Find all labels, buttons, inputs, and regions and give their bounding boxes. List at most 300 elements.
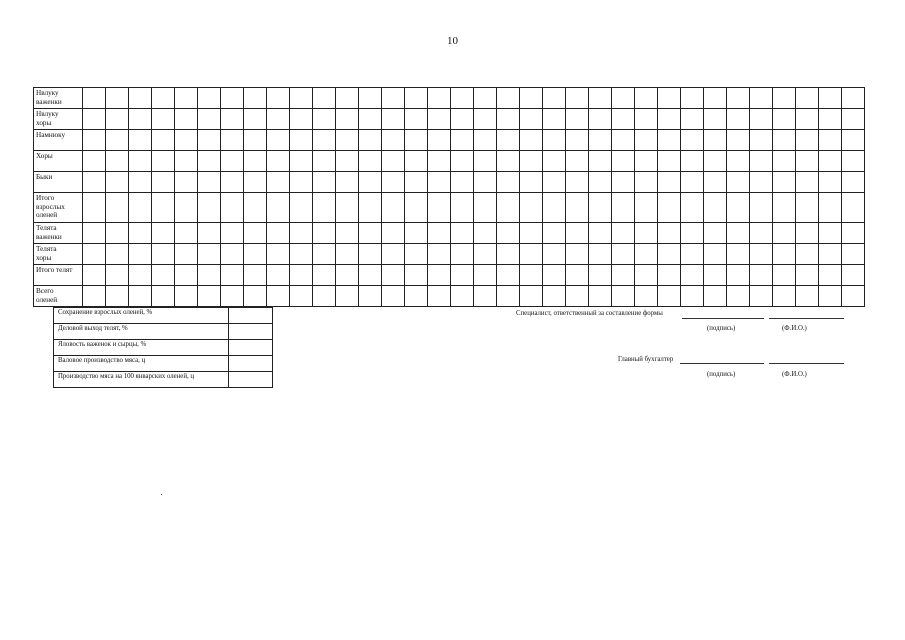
grid-cell[interactable] (842, 223, 865, 244)
grid-cell[interactable] (773, 244, 796, 265)
grid-cell[interactable] (842, 244, 865, 265)
grid-cell[interactable] (566, 286, 589, 307)
grid-cell[interactable] (129, 172, 152, 193)
grid-cell[interactable] (152, 193, 175, 223)
grid-cell[interactable] (474, 193, 497, 223)
grid-cell[interactable] (83, 130, 106, 151)
grid-cell[interactable] (612, 223, 635, 244)
grid-cell[interactable] (589, 286, 612, 307)
grid-cell[interactable] (336, 244, 359, 265)
grid-cell[interactable] (727, 151, 750, 172)
grid-cell[interactable] (750, 286, 773, 307)
grid-cell[interactable] (290, 109, 313, 130)
grid-cell[interactable] (520, 88, 543, 109)
grid-cell[interactable] (589, 130, 612, 151)
grid-cell[interactable] (796, 244, 819, 265)
grid-cell[interactable] (451, 265, 474, 286)
grid-cell[interactable] (543, 286, 566, 307)
grid-cell[interactable] (819, 130, 842, 151)
grid-cell[interactable] (290, 223, 313, 244)
grid-cell[interactable] (589, 265, 612, 286)
grid-cell[interactable] (451, 172, 474, 193)
grid-cell[interactable] (819, 265, 842, 286)
grid-cell[interactable] (198, 223, 221, 244)
grid-cell[interactable] (543, 151, 566, 172)
grid-cell[interactable] (336, 223, 359, 244)
grid-cell[interactable] (382, 223, 405, 244)
grid-cell[interactable] (451, 244, 474, 265)
grid-cell[interactable] (842, 109, 865, 130)
grid-cell[interactable] (474, 223, 497, 244)
grid-cell[interactable] (566, 109, 589, 130)
grid-cell[interactable] (290, 88, 313, 109)
grid-cell[interactable] (727, 286, 750, 307)
grid-cell[interactable] (796, 130, 819, 151)
grid-cell[interactable] (750, 130, 773, 151)
grid-cell[interactable] (405, 286, 428, 307)
grid-cell[interactable] (497, 88, 520, 109)
grid-cell[interactable] (566, 193, 589, 223)
grid-cell[interactable] (152, 286, 175, 307)
specialist-fio-line[interactable] (769, 318, 844, 319)
grid-cell[interactable] (658, 109, 681, 130)
grid-cell[interactable] (221, 286, 244, 307)
grid-cell[interactable] (520, 130, 543, 151)
grid-cell[interactable] (152, 172, 175, 193)
grid-cell[interactable] (773, 193, 796, 223)
grid-cell[interactable] (451, 109, 474, 130)
grid-cell[interactable] (267, 265, 290, 286)
grid-cell[interactable] (359, 286, 382, 307)
grid-cell[interactable] (198, 193, 221, 223)
grid-cell[interactable] (612, 130, 635, 151)
grid-cell[interactable] (244, 109, 267, 130)
grid-cell[interactable] (681, 151, 704, 172)
grid-cell[interactable] (244, 265, 267, 286)
grid-cell[interactable] (658, 151, 681, 172)
grid-cell[interactable] (635, 130, 658, 151)
grid-cell[interactable] (451, 223, 474, 244)
grid-cell[interactable] (612, 193, 635, 223)
grid-cell[interactable] (175, 223, 198, 244)
grid-cell[interactable] (336, 151, 359, 172)
grid-cell[interactable] (175, 172, 198, 193)
grid-cell[interactable] (566, 223, 589, 244)
grid-cell[interactable] (198, 172, 221, 193)
grid-cell[interactable] (474, 109, 497, 130)
grid-cell[interactable] (336, 286, 359, 307)
grid-cell[interactable] (681, 286, 704, 307)
summary-row-value[interactable] (229, 324, 273, 340)
grid-cell[interactable] (681, 193, 704, 223)
grid-cell[interactable] (428, 223, 451, 244)
grid-cell[interactable] (106, 193, 129, 223)
grid-cell[interactable] (175, 244, 198, 265)
grid-cell[interactable] (635, 244, 658, 265)
grid-cell[interactable] (129, 151, 152, 172)
grid-cell[interactable] (635, 193, 658, 223)
grid-cell[interactable] (244, 172, 267, 193)
grid-cell[interactable] (727, 130, 750, 151)
grid-cell[interactable] (382, 88, 405, 109)
grid-cell[interactable] (175, 109, 198, 130)
grid-cell[interactable] (267, 88, 290, 109)
grid-cell[interactable] (382, 265, 405, 286)
grid-cell[interactable] (267, 109, 290, 130)
grid-cell[interactable] (83, 172, 106, 193)
grid-cell[interactable] (773, 223, 796, 244)
grid-cell[interactable] (658, 265, 681, 286)
grid-cell[interactable] (750, 193, 773, 223)
grid-cell[interactable] (497, 244, 520, 265)
grid-cell[interactable] (359, 130, 382, 151)
grid-cell[interactable] (681, 172, 704, 193)
grid-cell[interactable] (129, 193, 152, 223)
grid-cell[interactable] (129, 223, 152, 244)
grid-cell[interactable] (773, 286, 796, 307)
grid-cell[interactable] (83, 244, 106, 265)
grid-cell[interactable] (382, 244, 405, 265)
grid-cell[interactable] (451, 193, 474, 223)
grid-cell[interactable] (704, 286, 727, 307)
grid-cell[interactable] (773, 151, 796, 172)
grid-cell[interactable] (704, 88, 727, 109)
grid-cell[interactable] (336, 88, 359, 109)
grid-cell[interactable] (313, 130, 336, 151)
grid-cell[interactable] (681, 109, 704, 130)
grid-cell[interactable] (750, 172, 773, 193)
grid-cell[interactable] (267, 172, 290, 193)
grid-cell[interactable] (83, 265, 106, 286)
grid-cell[interactable] (796, 172, 819, 193)
grid-cell[interactable] (520, 265, 543, 286)
grid-cell[interactable] (198, 109, 221, 130)
grid-cell[interactable] (405, 172, 428, 193)
grid-cell[interactable] (129, 130, 152, 151)
grid-cell[interactable] (313, 88, 336, 109)
grid-cell[interactable] (566, 172, 589, 193)
grid-cell[interactable] (520, 172, 543, 193)
grid-cell[interactable] (635, 223, 658, 244)
grid-cell[interactable] (83, 151, 106, 172)
grid-cell[interactable] (198, 244, 221, 265)
grid-cell[interactable] (221, 130, 244, 151)
grid-cell[interactable] (198, 286, 221, 307)
grid-cell[interactable] (704, 109, 727, 130)
grid-cell[interactable] (681, 244, 704, 265)
grid-cell[interactable] (635, 265, 658, 286)
grid-cell[interactable] (842, 286, 865, 307)
grid-cell[interactable] (382, 286, 405, 307)
grid-cell[interactable] (612, 172, 635, 193)
grid-cell[interactable] (405, 193, 428, 223)
grid-cell[interactable] (704, 244, 727, 265)
grid-cell[interactable] (819, 109, 842, 130)
grid-cell[interactable] (497, 130, 520, 151)
grid-cell[interactable] (359, 244, 382, 265)
grid-cell[interactable] (336, 193, 359, 223)
grid-cell[interactable] (175, 88, 198, 109)
grid-cell[interactable] (681, 88, 704, 109)
grid-cell[interactable] (520, 223, 543, 244)
grid-cell[interactable] (244, 193, 267, 223)
grid-cell[interactable] (221, 265, 244, 286)
grid-cell[interactable] (290, 172, 313, 193)
grid-cell[interactable] (175, 265, 198, 286)
grid-cell[interactable] (152, 151, 175, 172)
grid-cell[interactable] (129, 88, 152, 109)
grid-cell[interactable] (612, 265, 635, 286)
grid-cell[interactable] (267, 244, 290, 265)
grid-cell[interactable] (635, 88, 658, 109)
grid-cell[interactable] (129, 109, 152, 130)
grid-cell[interactable] (451, 151, 474, 172)
grid-cell[interactable] (244, 130, 267, 151)
grid-cell[interactable] (428, 286, 451, 307)
grid-cell[interactable] (313, 223, 336, 244)
grid-cell[interactable] (359, 193, 382, 223)
grid-cell[interactable] (83, 286, 106, 307)
accountant-signature-line[interactable] (680, 363, 764, 364)
grid-cell[interactable] (221, 151, 244, 172)
grid-cell[interactable] (520, 244, 543, 265)
grid-cell[interactable] (129, 244, 152, 265)
grid-cell[interactable] (704, 172, 727, 193)
grid-cell[interactable] (727, 244, 750, 265)
grid-cell[interactable] (681, 130, 704, 151)
grid-cell[interactable] (612, 151, 635, 172)
grid-cell[interactable] (796, 88, 819, 109)
grid-cell[interactable] (773, 130, 796, 151)
grid-cell[interactable] (359, 88, 382, 109)
grid-cell[interactable] (520, 109, 543, 130)
grid-cell[interactable] (290, 244, 313, 265)
summary-row-value[interactable] (229, 308, 273, 324)
grid-cell[interactable] (83, 193, 106, 223)
grid-cell[interactable] (428, 151, 451, 172)
summary-row-value[interactable] (229, 356, 273, 372)
grid-cell[interactable] (313, 172, 336, 193)
grid-cell[interactable] (474, 88, 497, 109)
grid-cell[interactable] (681, 223, 704, 244)
grid-cell[interactable] (589, 151, 612, 172)
grid-cell[interactable] (727, 223, 750, 244)
grid-cell[interactable] (474, 265, 497, 286)
grid-cell[interactable] (405, 109, 428, 130)
grid-cell[interactable] (589, 244, 612, 265)
grid-cell[interactable] (359, 109, 382, 130)
grid-cell[interactable] (428, 193, 451, 223)
grid-cell[interactable] (773, 265, 796, 286)
grid-cell[interactable] (175, 193, 198, 223)
grid-cell[interactable] (83, 109, 106, 130)
grid-cell[interactable] (106, 109, 129, 130)
grid-cell[interactable] (313, 151, 336, 172)
grid-cell[interactable] (428, 244, 451, 265)
grid-cell[interactable] (727, 193, 750, 223)
grid-cell[interactable] (612, 244, 635, 265)
grid-cell[interactable] (474, 172, 497, 193)
grid-cell[interactable] (83, 88, 106, 109)
grid-cell[interactable] (543, 88, 566, 109)
grid-cell[interactable] (405, 130, 428, 151)
grid-cell[interactable] (566, 244, 589, 265)
grid-cell[interactable] (497, 151, 520, 172)
grid-cell[interactable] (290, 193, 313, 223)
grid-cell[interactable] (497, 223, 520, 244)
grid-cell[interactable] (428, 130, 451, 151)
grid-cell[interactable] (566, 151, 589, 172)
grid-cell[interactable] (842, 193, 865, 223)
grid-cell[interactable] (589, 88, 612, 109)
grid-cell[interactable] (428, 172, 451, 193)
grid-cell[interactable] (704, 265, 727, 286)
grid-cell[interactable] (750, 109, 773, 130)
grid-cell[interactable] (428, 265, 451, 286)
grid-cell[interactable] (336, 265, 359, 286)
grid-cell[interactable] (405, 265, 428, 286)
grid-cell[interactable] (221, 223, 244, 244)
grid-cell[interactable] (704, 223, 727, 244)
grid-cell[interactable] (290, 265, 313, 286)
grid-cell[interactable] (566, 130, 589, 151)
grid-cell[interactable] (474, 151, 497, 172)
grid-cell[interactable] (842, 88, 865, 109)
grid-cell[interactable] (290, 151, 313, 172)
grid-cell[interactable] (658, 130, 681, 151)
grid-cell[interactable] (221, 244, 244, 265)
grid-cell[interactable] (106, 265, 129, 286)
grid-cell[interactable] (612, 109, 635, 130)
grid-cell[interactable] (520, 151, 543, 172)
grid-cell[interactable] (727, 172, 750, 193)
grid-cell[interactable] (382, 109, 405, 130)
grid-cell[interactable] (796, 151, 819, 172)
grid-cell[interactable] (612, 88, 635, 109)
grid-cell[interactable] (382, 130, 405, 151)
grid-cell[interactable] (290, 286, 313, 307)
grid-cell[interactable] (405, 151, 428, 172)
grid-cell[interactable] (267, 223, 290, 244)
grid-cell[interactable] (589, 223, 612, 244)
grid-cell[interactable] (635, 172, 658, 193)
grid-cell[interactable] (359, 223, 382, 244)
grid-cell[interactable] (428, 109, 451, 130)
grid-cell[interactable] (520, 193, 543, 223)
grid-cell[interactable] (543, 265, 566, 286)
grid-cell[interactable] (497, 193, 520, 223)
grid-cell[interactable] (382, 193, 405, 223)
grid-cell[interactable] (198, 88, 221, 109)
grid-cell[interactable] (819, 172, 842, 193)
grid-cell[interactable] (635, 151, 658, 172)
grid-cell[interactable] (819, 223, 842, 244)
grid-cell[interactable] (221, 193, 244, 223)
grid-cell[interactable] (152, 88, 175, 109)
grid-cell[interactable] (543, 172, 566, 193)
grid-cell[interactable] (681, 265, 704, 286)
grid-cell[interactable] (658, 223, 681, 244)
grid-cell[interactable] (497, 172, 520, 193)
grid-cell[interactable] (727, 265, 750, 286)
grid-cell[interactable] (451, 130, 474, 151)
grid-cell[interactable] (543, 193, 566, 223)
grid-cell[interactable] (152, 130, 175, 151)
grid-cell[interactable] (313, 265, 336, 286)
grid-cell[interactable] (727, 109, 750, 130)
grid-cell[interactable] (842, 130, 865, 151)
grid-cell[interactable] (796, 109, 819, 130)
grid-cell[interactable] (313, 109, 336, 130)
accountant-fio-line[interactable] (769, 363, 844, 364)
grid-cell[interactable] (382, 151, 405, 172)
grid-cell[interactable] (819, 193, 842, 223)
grid-cell[interactable] (589, 109, 612, 130)
grid-cell[interactable] (520, 286, 543, 307)
grid-cell[interactable] (612, 286, 635, 307)
grid-cell[interactable] (750, 151, 773, 172)
grid-cell[interactable] (106, 88, 129, 109)
grid-cell[interactable] (336, 172, 359, 193)
grid-cell[interactable] (152, 265, 175, 286)
grid-cell[interactable] (704, 130, 727, 151)
grid-cell[interactable] (819, 286, 842, 307)
grid-cell[interactable] (842, 265, 865, 286)
grid-cell[interactable] (566, 88, 589, 109)
grid-cell[interactable] (106, 172, 129, 193)
grid-cell[interactable] (451, 286, 474, 307)
grid-cell[interactable] (474, 244, 497, 265)
grid-cell[interactable] (543, 223, 566, 244)
grid-cell[interactable] (198, 151, 221, 172)
grid-cell[interactable] (543, 244, 566, 265)
grid-cell[interactable] (704, 193, 727, 223)
grid-cell[interactable] (543, 130, 566, 151)
grid-cell[interactable] (428, 88, 451, 109)
grid-cell[interactable] (658, 286, 681, 307)
grid-cell[interactable] (267, 193, 290, 223)
grid-cell[interactable] (405, 88, 428, 109)
grid-cell[interactable] (267, 130, 290, 151)
grid-cell[interactable] (497, 265, 520, 286)
grid-cell[interactable] (221, 88, 244, 109)
grid-cell[interactable] (405, 223, 428, 244)
summary-row-value[interactable] (229, 372, 273, 388)
grid-cell[interactable] (474, 286, 497, 307)
grid-cell[interactable] (704, 151, 727, 172)
grid-cell[interactable] (405, 244, 428, 265)
grid-cell[interactable] (175, 151, 198, 172)
grid-cell[interactable] (819, 88, 842, 109)
grid-cell[interactable] (658, 88, 681, 109)
grid-cell[interactable] (152, 223, 175, 244)
grid-cell[interactable] (244, 88, 267, 109)
grid-cell[interactable] (796, 223, 819, 244)
grid-cell[interactable] (198, 130, 221, 151)
grid-cell[interactable] (106, 151, 129, 172)
grid-cell[interactable] (129, 265, 152, 286)
grid-cell[interactable] (106, 244, 129, 265)
grid-cell[interactable] (152, 244, 175, 265)
grid-cell[interactable] (773, 88, 796, 109)
grid-cell[interactable] (543, 109, 566, 130)
grid-cell[interactable] (474, 130, 497, 151)
grid-cell[interactable] (382, 172, 405, 193)
grid-cell[interactable] (313, 244, 336, 265)
grid-cell[interactable] (796, 265, 819, 286)
grid-cell[interactable] (796, 286, 819, 307)
grid-cell[interactable] (750, 265, 773, 286)
